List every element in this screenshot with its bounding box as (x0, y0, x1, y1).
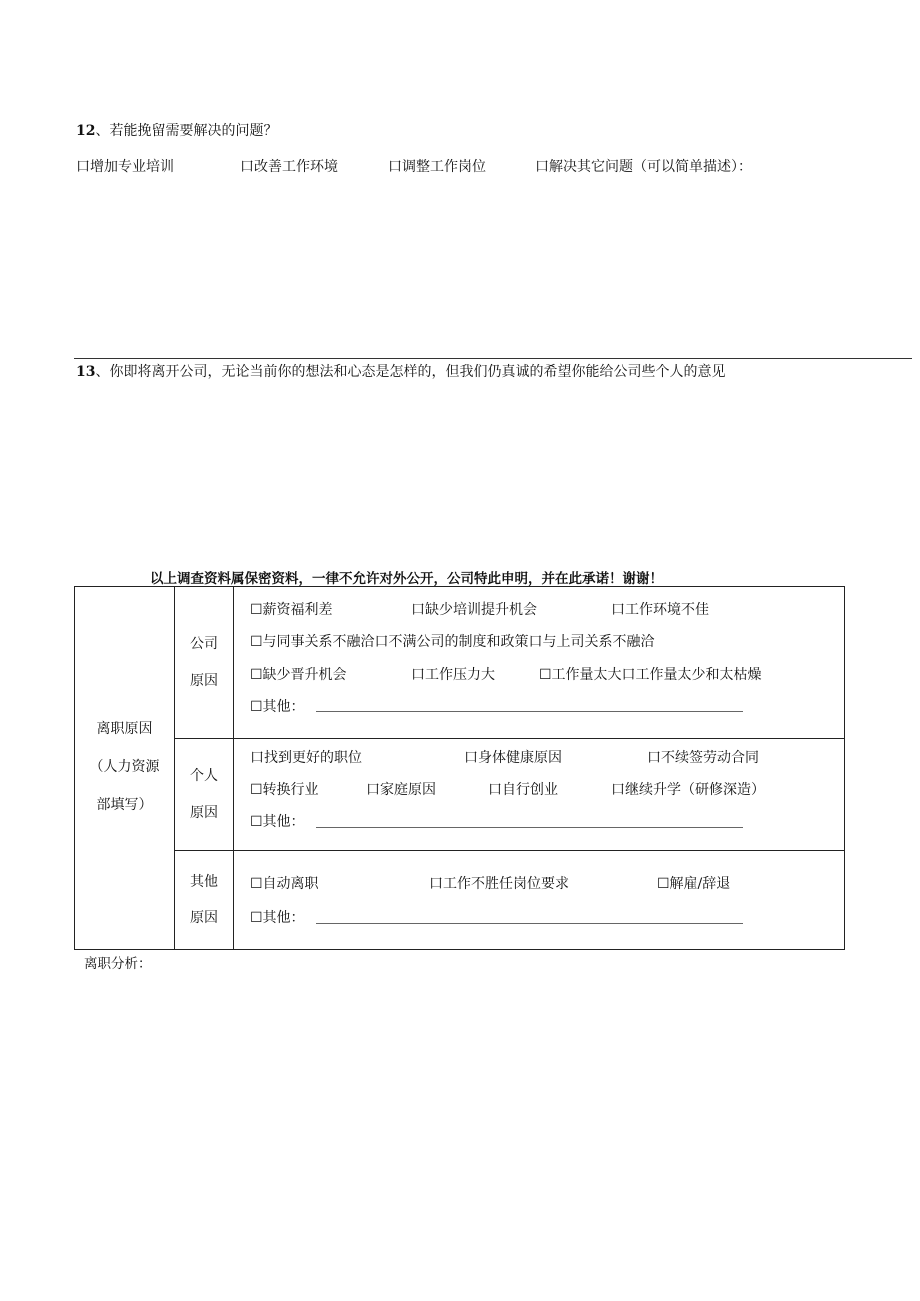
q12-text: 、若能挽留需要解决的问题？ (95, 123, 278, 139)
q13-title (76, 361, 725, 381)
option-environment[interactable]: 口工作环境不佳 (611, 602, 709, 618)
option-voluntary[interactable]: ☐自动离职 (250, 876, 319, 892)
reason-header-cell (75, 587, 175, 950)
personal-label-line1: 个人 (190, 768, 218, 785)
resignation-reason-table (74, 586, 845, 950)
other-reason-label (175, 851, 234, 950)
other-label-line2: 原因 (190, 910, 218, 926)
personal-other-label: ☐其他： (250, 814, 305, 830)
option-family[interactable]: 口家庭原因 (366, 782, 436, 798)
company-label-line2: 原因 (190, 672, 218, 689)
option-promotion[interactable]: ☐缺少晋升机会 (250, 667, 347, 683)
option-salary[interactable]: ☐薪资福利差 (250, 602, 333, 618)
option-pressure[interactable]: 口工作压力大 (411, 667, 495, 683)
reason-header-line2: （人力资源 (89, 759, 160, 776)
q12-option-environment[interactable]: 口改善工作环境 (240, 159, 338, 175)
q13-text: 、你即将离开公司，无论当前你的想法和心态是怎样的，但我们仍真诚的希望你能给公司些个人的意见 (95, 364, 726, 380)
q12-option-training[interactable]: 口增加专业培训 (76, 159, 174, 175)
option-contract[interactable]: 口不续签劳动合同 (647, 750, 759, 766)
personal-reason-label (175, 739, 234, 851)
option-incompetent[interactable]: 口工作不胜任岗位要求 (429, 876, 569, 892)
option-relations[interactable]: ☐与同事关系不融洽口不满公司的制度和政策口与上司关系不融洽 (250, 634, 655, 650)
reason-header-line1: 离职原因 (96, 721, 153, 738)
others-other-field[interactable] (316, 923, 743, 924)
company-reason-label (175, 587, 234, 739)
q13-number: 13 (76, 364, 96, 380)
option-dismissed[interactable]: ☐解雇/辞退 (657, 876, 731, 892)
personal-label-line2: 原因 (190, 804, 218, 821)
option-startup[interactable]: 口自行创业 (488, 782, 558, 798)
option-better-job[interactable]: 口找到更好的职位 (250, 750, 362, 766)
q12-number: 12 (76, 123, 96, 139)
q12-title (76, 120, 277, 140)
option-industry[interactable]: ☐转换行业 (250, 782, 319, 798)
company-other-label: ☐其他： (250, 699, 305, 715)
reason-header-line3: 部填写） (96, 796, 153, 813)
option-workload[interactable]: ☐工作量太大口工作量太少和太枯燥 (539, 667, 762, 683)
confidential-note: 以上调查资料属保密资料，一律不允许对外公开，公司特此申明，并在此承诺！谢谢！ (150, 571, 663, 587)
q12-option-other[interactable]: 口解决其它问题（可以简单描述）： (535, 159, 752, 175)
personal-reason-options (234, 739, 845, 851)
company-label-line1: 公司 (190, 636, 218, 653)
analysis-label: 离职分析： (84, 956, 152, 972)
personal-other-field[interactable] (316, 827, 743, 828)
others-other-label: ☐其他： (250, 910, 305, 926)
section-divider (74, 358, 912, 359)
other-reason-options (234, 851, 845, 950)
other-label-line1: 其他 (190, 873, 218, 890)
company-reason-options (234, 587, 845, 739)
q12-option-position[interactable]: 口调整工作岗位 (388, 159, 486, 175)
option-training[interactable]: 口缺少培训提升机会 (411, 602, 537, 618)
option-health[interactable]: 口身体健康原因 (464, 750, 562, 766)
company-other-field[interactable] (316, 711, 743, 712)
option-study[interactable]: 口继续升学（研修深造） (611, 782, 765, 798)
